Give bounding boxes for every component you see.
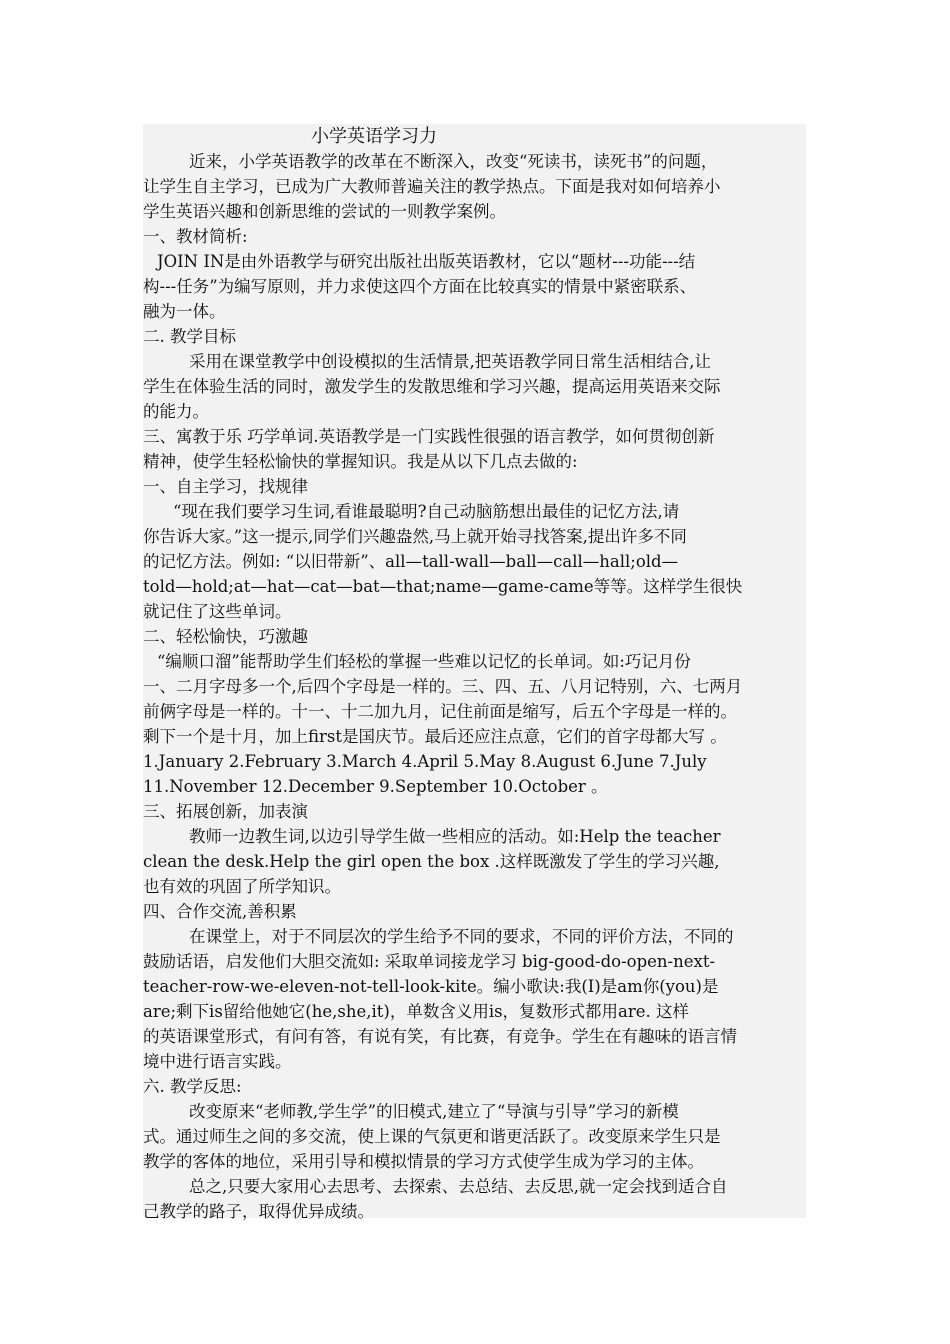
document-title: 小学英语学习力 (311, 126, 437, 147)
section-heading: 三、寓教于乐 巧学单词.英语教学是一门实践性很强的语言教学，如何贯彻创新 (143, 427, 715, 446)
text-line: 境中进行语言实践。 (143, 1052, 292, 1071)
document-page (143, 124, 806, 1221)
text-line: 总之,只要大家用心去思考、去探索、去总结、去反思,就一定会找到适合自 (189, 1177, 728, 1196)
text-line: 改变原来“老师教,学生学”的旧模式,建立了“导演与引导”学习的新模 (189, 1102, 679, 1121)
text-line: 1.January 2.February 3.March 4.April 5.May 8.August 6.June 7.July (143, 752, 707, 771)
text-line: 近来，小学英语教学的改革在不断深入，改变“死读书，读死书”的问题， (189, 152, 718, 171)
text-line: 在课堂上，对于不同层次的学生给予不同的要求，不同的评价方法，不同的 (189, 927, 734, 946)
section-heading: 四、合作交流,善积累 (143, 902, 297, 921)
text-line: 构---任务”为编写原则，并力求使这四个方面在比较真实的情景中紧密联系、 (143, 277, 697, 296)
text-line: “编顺口溜”能帮助学生们轻松的掌握一些难以记忆的长单词。如:巧记月份 (157, 652, 691, 671)
text-line: 学生英语兴趣和创新思维的尝试的一则教学案例。 (143, 202, 506, 221)
text-line: 你告诉大家。”这一提示,同学们兴趣盎然,马上就开始寻找答案,提出许多不同 (143, 527, 687, 546)
text-line: 一、二月字母多一个,后四个字母是一样的。三、四、五、八月记特别，六、七两月 (143, 677, 743, 696)
section-heading: 二. 教学目标 (143, 327, 236, 346)
text-line: 精神，使学生轻松愉快的掌握知识。我是从以下几点去做的: (143, 452, 578, 471)
text-line: 也有效的巩固了所学知识。 (143, 877, 341, 896)
section-heading: 二、轻松愉快，巧激趣 (143, 627, 308, 646)
text-line: 教学的客体的地位，采用引导和模拟情景的学习方式使学生成为学习的主体。 (143, 1152, 704, 1171)
text-line: 就记住了这些单词。 (143, 602, 292, 621)
text-line: 前俩字母是一样的。十一、十二加九月，记住前面是缩写，后五个字母是一样的。 (143, 702, 737, 721)
text-line: 采用在课堂教学中创设模拟的生活情景,把英语教学同日常生活相结合,让 (189, 352, 711, 371)
text-line: 剩下一个是十月，加上first是国庆节。最后还应注点意，它们的首字母都大写 。 (143, 727, 727, 746)
text-line: 融为一体。 (143, 302, 226, 321)
text-line: 教师一边教生词,以边引导学生做一些相应的活动。如:Help the teacher (189, 827, 721, 846)
text-line: 己教学的路子，取得优异成绩。 (143, 1202, 374, 1221)
text-line: teacher-row-we-eleven-not-tell-look-kite。编小歌诀:我(I)是am你(you)是 (143, 977, 719, 996)
text-line: 学生在体验生活的同时，激发学生的发散思维和学习兴趣，提高运用英语来交际 (143, 377, 721, 396)
text-line: 的能力。 (143, 402, 209, 421)
section-heading: 一、教材简析: (143, 227, 248, 246)
text-line: are;剩下is留给他她它(he,she,it)，单数含义用is，复数形式都用are. 这样 (143, 1002, 690, 1021)
text-line: 的英语课堂形式，有问有答，有说有笑，有比赛，有竞争。学生在有趣味的语言情 (143, 1027, 737, 1046)
section-heading: 六. 教学反思: (143, 1077, 242, 1096)
text-line: 11.November 12.December 9.September 10.October 。 (143, 777, 608, 796)
section-heading: 一、自主学习，找规律 (143, 477, 308, 496)
text-line: 鼓励话语，启发他们大胆交流如: 采取单词接龙学习 big-good-do-open-next- (143, 952, 716, 971)
text-line: clean the desk.Help the girl open the box .这样既激发了学生的学习兴趣, (143, 852, 720, 871)
section-heading: 三、拓展创新，加表演 (143, 802, 308, 821)
text-line: JOIN IN是由外语教学与研究出版社出版英语教材，它以“题材---功能---结 (157, 252, 696, 271)
text-line: 让学生自主学习，已成为广大教师普遍关注的教学热点。下面是我对如何培养小 (143, 177, 721, 196)
text-line: 的记忆方法。例如: “以旧带新”、all—tall-wall—ball—call—hall;old— (143, 552, 679, 571)
text-line: 式。通过师生之间的多交流，使上课的气氛更和谐更活跃了。改变原来学生只是 (143, 1127, 721, 1146)
text-line: “现在我们要学习生词,看谁最聪明?自己动脑筋想出最佳的记忆方法,请 (173, 502, 680, 521)
text-line: told—hold;at—hat—cat—bat—that;name—game-came等等。这样学生很快 (143, 577, 743, 596)
